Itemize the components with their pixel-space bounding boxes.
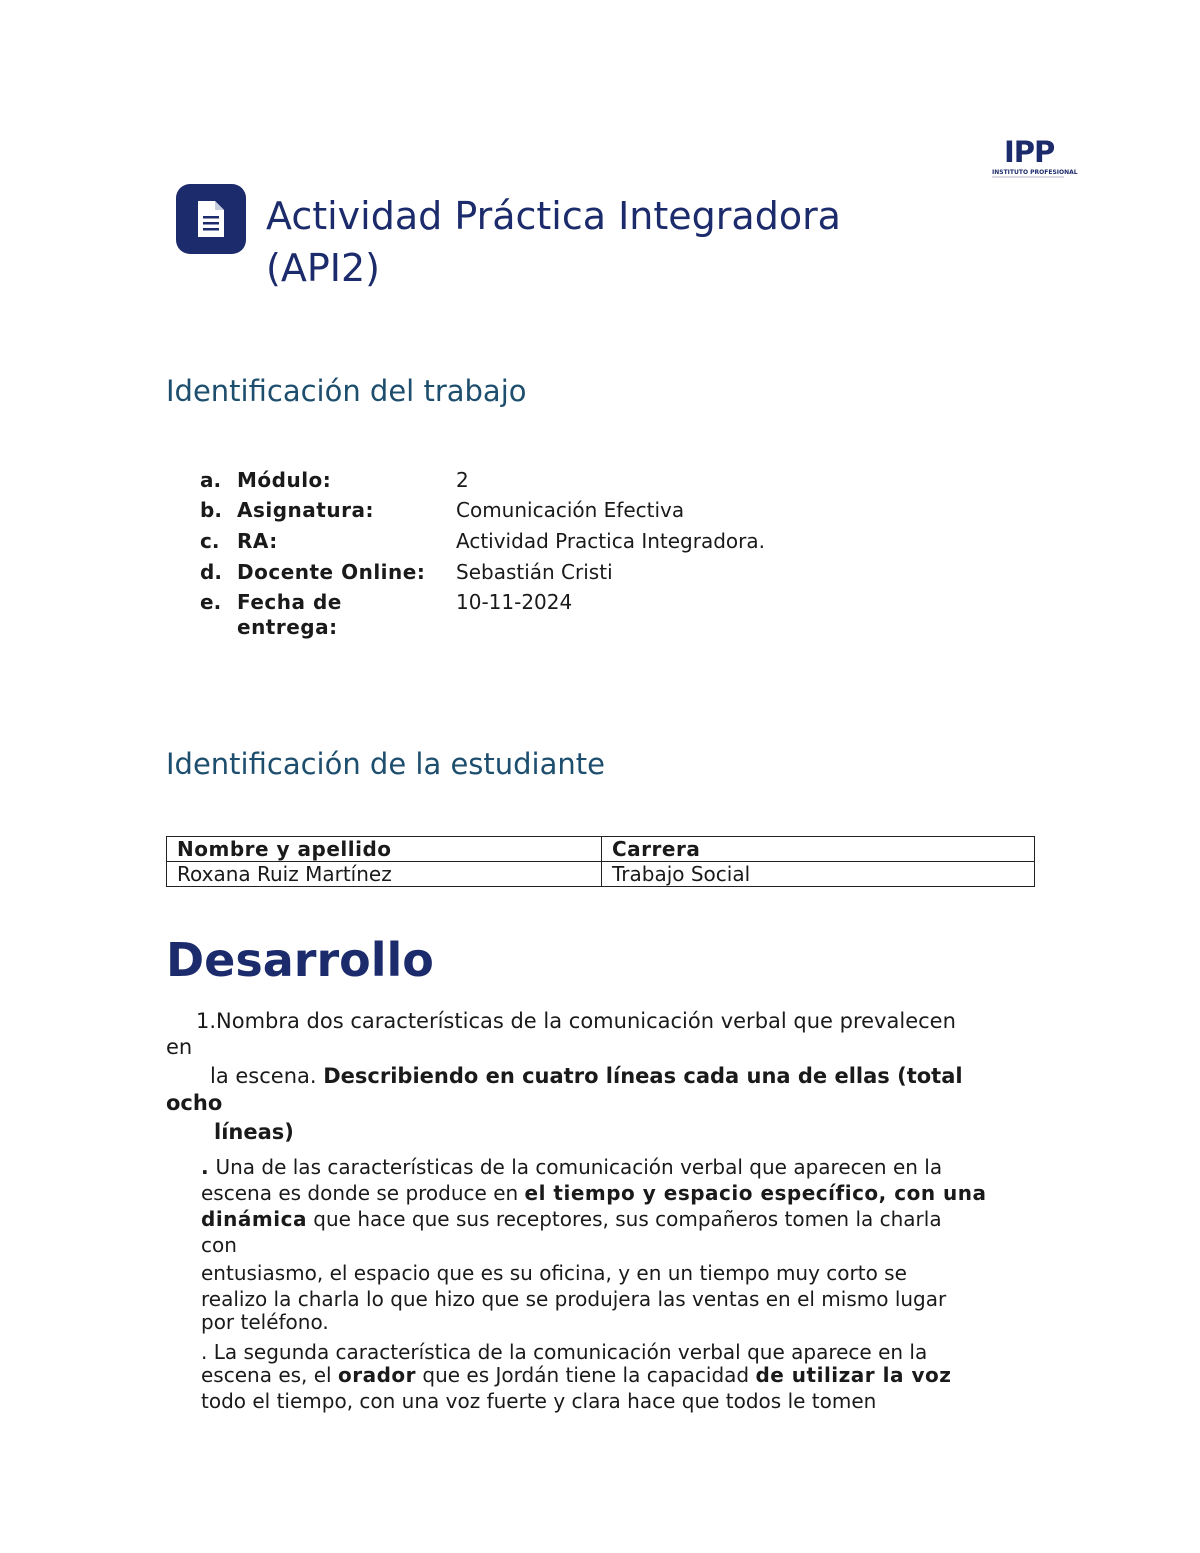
answer-line	[201, 1362, 951, 1388]
development-heading: Desarrollo	[166, 933, 434, 987]
item-marker: c.	[200, 529, 220, 553]
document-icon	[176, 184, 246, 254]
item-label: Fecha de	[237, 590, 342, 614]
section-heading-student: Identificación de la estudiante	[166, 747, 605, 781]
question-line	[166, 1090, 222, 1116]
item-value: 10-11-2024	[456, 590, 573, 614]
answer-emphasis: dinámica	[201, 1207, 307, 1231]
institution-logo	[990, 135, 1078, 186]
question-emphasis: ocho	[166, 1091, 223, 1115]
item-label: Módulo:	[237, 468, 332, 492]
answer-text: Una de las características de la comunicación verbal que aparecen en la	[209, 1155, 943, 1179]
table-cell: Trabajo Social	[602, 862, 1035, 887]
answer-line: todo el tiempo, con una voz fuerte y clara hace que todos le tomen	[201, 1389, 877, 1413]
logo-text: IPP	[1004, 135, 1055, 169]
table-header-row	[167, 837, 1035, 862]
logo-subtitle: INSTITUTO PROFESIONAL	[992, 169, 1078, 176]
answer-text: escena es donde se produce en	[201, 1181, 525, 1205]
item-marker: d.	[200, 560, 222, 584]
table-row	[167, 862, 1035, 887]
item-label: RA:	[237, 529, 278, 553]
student-table	[166, 836, 1035, 887]
answer-line: por teléfono.	[201, 1310, 329, 1334]
item-value: Comunicación Efectiva	[456, 498, 685, 522]
question-line	[210, 1063, 963, 1089]
item-value: Actividad Practica Integradora.	[456, 529, 765, 553]
item-label: Docente Online:	[237, 560, 426, 584]
item-marker: a.	[200, 468, 222, 492]
document-title: Actividad Práctica Integradora (API2)	[266, 194, 841, 290]
answer-emphasis: de utilizar la voz	[755, 1363, 952, 1387]
item-marker: e.	[200, 590, 222, 614]
item-marker: b.	[200, 498, 222, 522]
answer-emphasis: orador	[337, 1363, 417, 1387]
question-text: la escena.	[210, 1064, 324, 1088]
question-emphasis: líneas)	[214, 1120, 294, 1144]
question-line	[214, 1119, 294, 1145]
item-label: entrega:	[237, 615, 338, 639]
table-cell: Roxana Ruiz Martínez	[167, 862, 602, 887]
answer-line	[201, 1180, 987, 1206]
answer-line	[201, 1154, 942, 1180]
item-value: Sebastián Cristi	[456, 560, 613, 584]
answer-line: con	[201, 1233, 237, 1257]
answer-line: . La segunda característica de la comunicación verbal que aparece en la	[201, 1340, 928, 1364]
question-line: 1.Nombra dos características de la comunicación verbal que prevalecen	[196, 1009, 956, 1033]
answer-bullet: .	[201, 1155, 210, 1179]
table-header-cell: Nombre y apellido	[167, 837, 602, 862]
answer-line: entusiasmo, el espacio que es su oficina, y en un tiempo muy corto se	[201, 1261, 907, 1285]
item-value: 2	[456, 468, 469, 492]
item-label: Asignatura:	[237, 498, 374, 522]
section-heading-work: Identificación del trabajo	[166, 374, 527, 408]
answer-line	[201, 1206, 942, 1232]
question-emphasis: Describiendo en cuatro líneas cada una de ellas (total	[323, 1064, 963, 1088]
question-line: en	[166, 1035, 193, 1059]
answer-text: que es Jordán tiene la capacidad	[416, 1363, 756, 1387]
answer-text: que hace que sus receptores, sus compañeros tomen la charla	[306, 1207, 942, 1231]
logo-bar	[992, 176, 1064, 178]
answer-text: escena es, el	[201, 1363, 338, 1387]
answer-emphasis: el tiempo y espacio específico, con una	[524, 1181, 987, 1205]
table-header-cell: Carrera	[602, 837, 1035, 862]
answer-line: realizo la charla lo que hizo que se produjera las ventas en el mismo lugar	[201, 1287, 947, 1311]
